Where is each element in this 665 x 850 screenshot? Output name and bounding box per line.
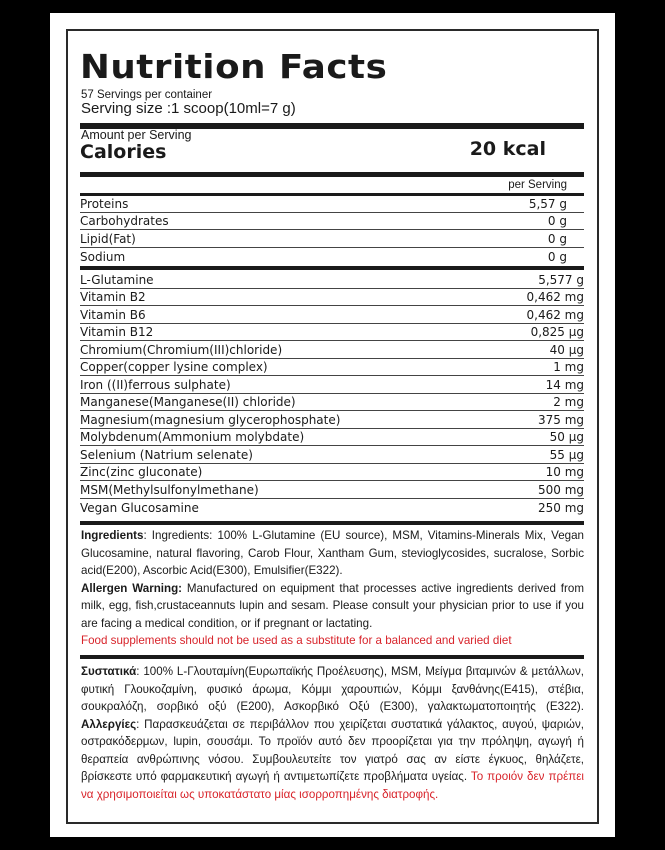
nutrient-value: 0,462 mg [526, 307, 584, 322]
nutrient-name: Manganese(Manganese(II) chloride) [80, 395, 296, 409]
nutrient-value: 55 µg [549, 447, 584, 462]
nutrient-value: 14 mg [545, 377, 584, 392]
greek-allergen-label: Αλλεργίες [81, 717, 137, 731]
calories-value: 20 kcal [469, 138, 546, 160]
supplement-warning: Food supplements should not be used as a substitute for a balanced and varied diet [81, 634, 512, 647]
english-ingredients-section [81, 527, 584, 650]
table-row [80, 446, 584, 464]
serving-size: Serving size :1 scoop(10ml=7 g) [81, 100, 296, 117]
nutrient-value: 5,577 g [538, 272, 584, 287]
calories-label: Calories [80, 141, 167, 163]
nutrient-value: 0,825 µg [530, 325, 584, 339]
table-row [80, 464, 584, 482]
nutrient-name: Carbohydrates [80, 214, 169, 228]
nutrient-name: Iron ((II)ferrous sulphate) [80, 377, 231, 392]
nutrient-value: 0,462 mg [526, 290, 584, 304]
table-row [80, 411, 584, 429]
nutrient-value: 40 µg [549, 342, 584, 357]
nutrient-value: 0 g [547, 231, 567, 246]
nutrient-name: Copper(copper lysine complex) [80, 360, 268, 374]
nutrient-name: Sodium [80, 250, 126, 264]
nutrient-name: Molybdenum(Ammonium molybdate) [80, 430, 305, 444]
greek-supplement-warning: Το προιόν δεν πρέπει να χρησιμοποιείται ως υποκατάστατο μίας ισορροπημένης διατροφής. [81, 770, 584, 801]
nutrient-value: 5,57 g [528, 196, 567, 211]
nutrient-name: MSM(Methylsulfonylmethane) [80, 482, 259, 497]
nutrient-value: 2 mg [553, 395, 584, 409]
nutrient-name: Lipid(Fat) [80, 231, 136, 246]
greek-ingredients-text: : 100% L-Γλουταμίνη(Ευρωπαϊκής Προέλευσης), MSM, Μείγμα βιταμινών & μετάλλων, φυτική Γλουκοζαμίνη, φυσικό άρωμα, Κόμμι χαρουπιών, Κόμμι ξανθάνης(E415), στέβια, σουκραλόζη, σορβικό οξύ (E200), Ασκορβικό Οξύ (E300), γαλακτωματοποιητής (E322). [81, 665, 584, 713]
label-frame [66, 29, 599, 824]
table-row [80, 481, 584, 499]
nutrient-value: 10 mg [545, 465, 584, 479]
allergen-warning-text: Manufactured on equipment that processes active ingredients derived from milk, egg, fish,crustaceannuts lupin and sesam. Please consult your physician prior to use if you are facing a medical condition, or if pregnant or lactating. [81, 581, 584, 630]
allergen-warning-label: Allergen Warning: [81, 581, 183, 595]
greek-allergen-text: : Παρασκευάζεται σε περιβάλλον που χειρίζεται συστατικά γάλακτος, αυγού, ψαριών, οστρακόδερμων, lupin, σουσάμι. Το προϊόν αυτό δεν προορίζεται για την πρόληψη, αγωγή ή θεραπεία ανθρώπινης νόσου. Συμβουλευτείτε τον γιατρό σας αν είστε έγκυος, θηλάζετε, βρίσκεστε υπό φαρμακευτική αγωγή ή αντιμετωπίζετε προβλήματα υγείας. [81, 717, 584, 783]
table-row [80, 324, 584, 342]
greek-ingredients-label: Συστατικά [81, 665, 137, 678]
nutrient-name: Magnesium(magnesium glycerophosphate) [80, 412, 341, 427]
table-row [80, 499, 584, 517]
thick-divider [80, 172, 584, 177]
table-row [80, 306, 584, 324]
nutrient-value: 1 mg [553, 360, 584, 374]
ingredients-label: Ingredients [81, 529, 144, 542]
label-card [50, 13, 615, 837]
thick-divider [80, 521, 584, 525]
nutrient-value: 375 mg [537, 412, 584, 427]
greek-ingredients-section [81, 663, 584, 803]
table-row [80, 271, 584, 289]
nutrient-name: L-Glutamine [80, 272, 154, 287]
nutrient-value: 0 g [547, 214, 567, 228]
nutrient-value: 500 mg [537, 482, 584, 497]
column-header-per-serving: per Serving [508, 179, 567, 191]
nutrient-value: 50 µg [549, 430, 584, 444]
ingredients-text: : Ingredients: 100% L-Glutamine (EU source), MSM, Vitamins-Minerals Mix, Vegan Glucosamine, natural flavoring, Carob Flour, Xantham Gum, stevioglycosides, sucralose, Sorbic acid(E200), Ascorbic Acid(E300), Emulsifier(E322). [81, 529, 584, 577]
table-row [80, 359, 584, 377]
nutrient-value: 250 mg [537, 501, 584, 515]
table-row [80, 195, 584, 213]
nutrient-value: 0 g [547, 250, 567, 264]
nutrient-name: Zinc(zinc gluconate) [80, 465, 203, 479]
macros-table [80, 195, 584, 265]
thick-divider [80, 655, 584, 659]
nutrient-name: Vegan Glucosamine [80, 501, 199, 515]
table-row [80, 230, 584, 248]
table-row [80, 429, 584, 447]
nutrient-name: Vitamin B2 [80, 290, 146, 304]
table-row [80, 341, 584, 359]
table-row [80, 394, 584, 412]
table-row [80, 248, 584, 266]
nutrients-table [80, 271, 584, 516]
thick-divider [80, 266, 584, 270]
table-row [80, 213, 584, 231]
nutrient-name: Proteins [80, 196, 129, 211]
nutrient-name: Vitamin B6 [80, 307, 146, 322]
servings-per-container: 57 Servings per container [81, 89, 213, 101]
table-row [80, 289, 584, 307]
amount-per-serving-label: Amount per Serving [81, 128, 192, 142]
nutrient-name: Selenium (Natrium selenate) [80, 447, 253, 462]
table-row [80, 376, 584, 394]
nutrient-name: Vitamin B12 [80, 325, 154, 339]
panel-title: Nutrition Facts [80, 47, 388, 86]
nutrient-name: Chromium(Chromium(III)chloride) [80, 342, 283, 357]
